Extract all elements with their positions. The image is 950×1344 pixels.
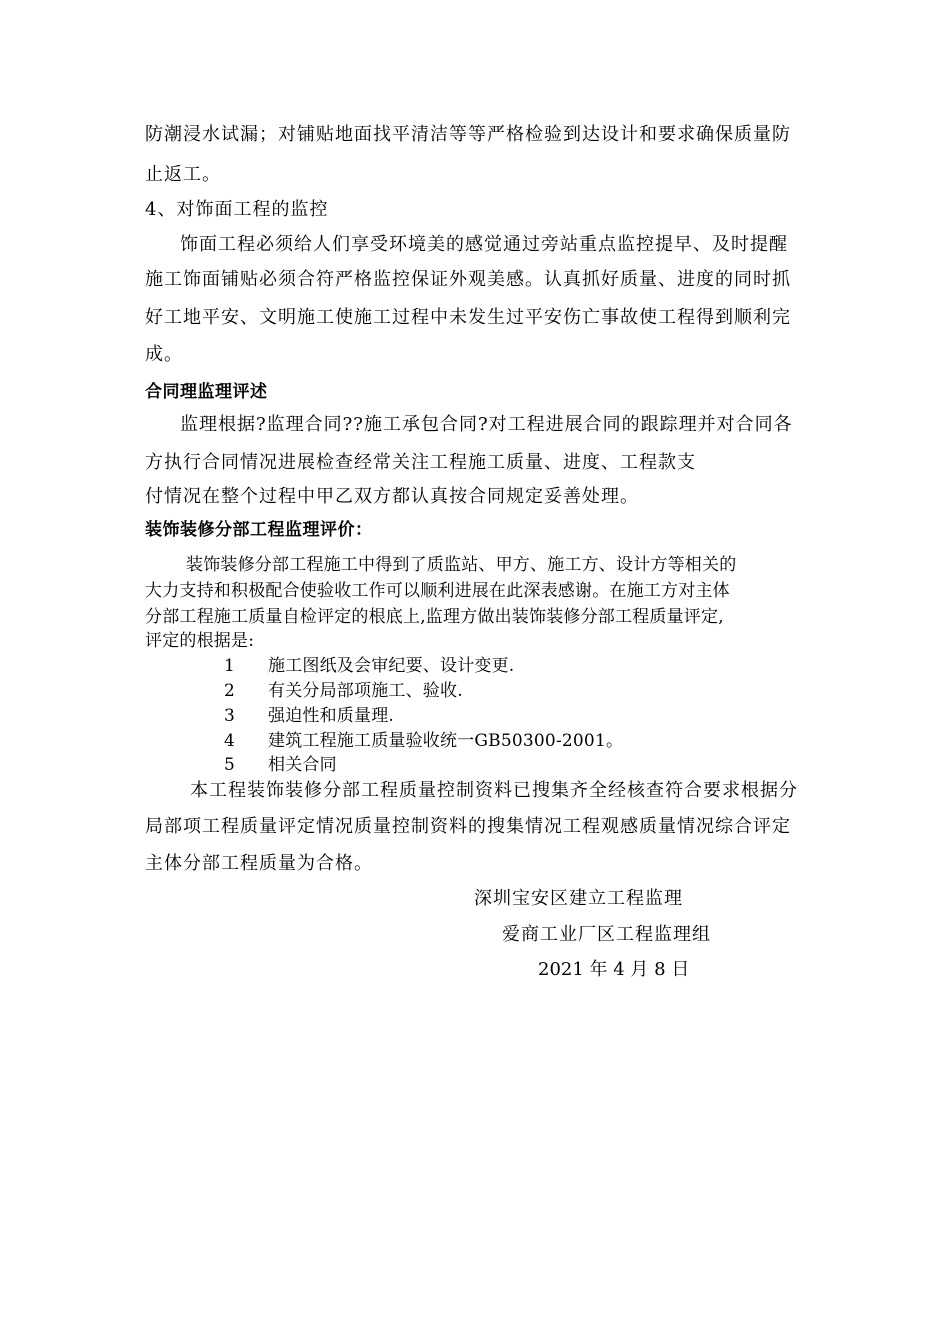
contract-line-1: 监理根据?监理合同??施工承包合同?对工程进展合同的跟踪理并对合同各 bbox=[180, 414, 793, 435]
paragraph-2-line-4: 成。 bbox=[145, 344, 183, 365]
conclusion-line-2: 局部项工程质量评定情况质量控制资料的搜集情况工程观感质量情况综合评定 bbox=[145, 816, 791, 837]
evaluation-line-4: 评定的根据是: bbox=[145, 631, 255, 651]
paragraph-1-line-1: 防潮浸水试漏；对铺贴地面找平清洁等等严格检验到达设计和要求确保质量防 bbox=[145, 124, 791, 145]
evaluation-heading: 装饰装修分部工程监理评价： bbox=[145, 520, 373, 540]
list-item-text: 建筑工程施工质量验收统一GB50300-2001。 bbox=[268, 731, 624, 751]
list-item-number: 2 bbox=[224, 681, 235, 701]
evaluation-line-2: 大力支持和积极配合使验收工作可以顺利进展在此深表感谢。在施工方对主体 bbox=[145, 581, 730, 601]
contract-line-2: 方执行合同情况进展检查经常关注工程施工质量、进度、工程款支 bbox=[145, 452, 696, 473]
section-4-title: 4、对饰面工程的监控 bbox=[145, 199, 329, 220]
list-item-number: 1 bbox=[224, 656, 235, 676]
paragraph-2-line-1: 饰面工程必须给人们享受环境美的感觉通过旁站重点监控提早、及时提醒 bbox=[180, 234, 788, 255]
list-item-number: 3 bbox=[224, 706, 235, 726]
list-item-number: 4 bbox=[224, 731, 235, 751]
contract-heading: 合同理监理评述 bbox=[145, 382, 268, 402]
signature-group: 爱商工业厂区工程监理组 bbox=[502, 924, 711, 945]
conclusion-line-3: 主体分部工程质量为合格。 bbox=[145, 853, 373, 874]
list-item-text: 施工图纸及会审纪要、设计变更. bbox=[268, 656, 515, 676]
list-item-number: 5 bbox=[224, 755, 235, 775]
paragraph-2-line-3: 好工地平安、文明施工使施工过程中未发生过平安伤亡事故使工程得到顺利完 bbox=[145, 307, 791, 328]
evaluation-line-3: 分部工程施工质量自检评定的根底上,监理方做出装饰装修分部工程质量评定, bbox=[145, 607, 724, 627]
paragraph-2-line-2: 施工饰面铺贴必须合符严格监控保证外观美感。认真抓好质量、进度的同时抓 bbox=[145, 269, 791, 290]
list-item-text: 有关分局部项施工、验收. bbox=[268, 681, 463, 701]
paragraph-1-line-2: 止返工。 bbox=[145, 164, 221, 185]
conclusion-line-1: 本工程装饰装修分部工程质量控制资料已搜集齐全经核查符合要求根据分 bbox=[190, 780, 798, 801]
list-item-text: 相关合同 bbox=[268, 755, 337, 775]
signature-organization: 深圳宝安区建立工程监理 bbox=[474, 888, 683, 909]
contract-line-3: 付情况在整个过程中甲乙双方都认真按合同规定妥善处理。 bbox=[145, 486, 639, 507]
list-item-text: 强迫性和质量理. bbox=[268, 706, 395, 726]
evaluation-line-1: 装饰装修分部工程施工中得到了质监站、甲方、施工方、设计方等相关的 bbox=[186, 555, 737, 575]
signature-date: 2021 年 4 月 8 日 bbox=[538, 959, 690, 980]
